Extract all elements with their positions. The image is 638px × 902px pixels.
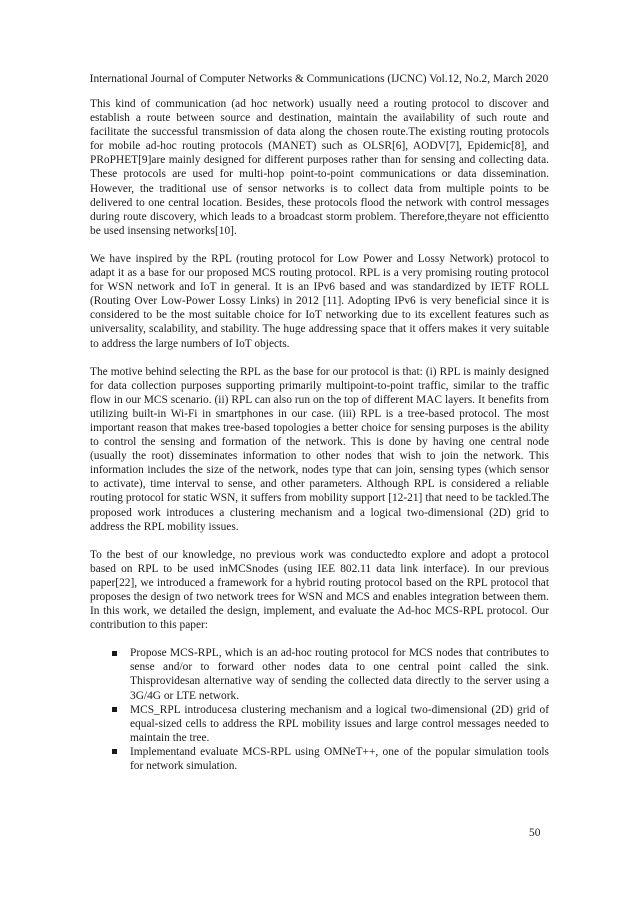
list-item [90,703,549,745]
square-bullet-icon [112,651,117,656]
contribution-list [90,646,549,773]
paragraph-2: We have inspired by the RPL (routing protocol for Low Power and Lossy Network) protocol to adapt it as a base for our proposed MCS routing protocol. RPL is a very promising routing protocol for WSN network and IoT in general. It is an IPv6 based and was standardized by IETF ROLL (Routing Over Low-Power Lossy Links) in 2012 [11]. Adopting IPv6 is very beneficial since it is considered to be the most suitable choice for IoT networking due to its excellent features such as universality, scalability, and stability. The huge addressing space that it offers makes it very suitable to address the large numbers of IoT objects. [90,252,549,350]
journal-header: International Journal of Computer Networks & Communications (IJCNC) Vol.12, No.2, March 2020 [89,73,549,85]
list-item [90,646,549,702]
paragraph-3: The motive behind selecting the RPL as the base for our protocol is that: (i) RPL is mainly designed for data collection purposes supporting primarily multipoint-to-point traffic, similar to the traffic flow in our MCS scenario. (ii) RPL can also run on the top of different MAC layers. It benefits from utilizing built-in Wi-Fi in smartphones in our case. (iii) RPL is a tree-based protocol. The most important reason that makes tree-based topologies a better choice for sensing purposes is the ability to control the sensing and formation of the network. This is done by having one central node (usually the root) disseminates information to other nodes that wish to join the network. This information includes the size of the network, nodes type that can join, sensing types (which sensor to activate), time interval to sense, and other parameters. Although RPL is considered a reliable routing protocol for static WSN, it suffers from mobility support [12-21] that need to be tackled.The proposed work introduces a clustering mechanism and a logical two-dimensional (2D) grid to address the RPL mobility issues. [90,365,549,533]
square-bullet-icon [112,749,117,754]
list-item-text: Propose MCS-RPL, which is an ad-hoc routing protocol for MCS nodes that contributes to sense and/or to forward other nodes data to one central point called the sink. Thisprovidesan alternative way of sending the collected data directly to the server using a 3G/4G or LTE network. [130,647,549,702]
square-bullet-icon [112,707,117,712]
paragraph-4: To the best of our knowledge, no previous work was conductedto explore and adopt a protocol based on RPL to be used inMCSnodes (using IEE 802.11 data link interface). In our previous paper[22], we introduced a framework for a hybrid routing protocol based on the RPL protocol that proposes the design of two network trees for WSN and MCS and enables integration between them. In this work, we detailed the design, implement, and evaluate the Ad-hoc MCS-RPL protocol. Our contribution to this paper: [90,548,549,632]
list-item-text: Implementand evaluate MCS-RPL using OMNeT++, one of the popular simulation tools for network simulation. [130,745,549,773]
article-body [90,97,549,773]
list-item-text: MCS_RPL introducesa clustering mechanism and a logical two-dimensional (2D) grid of equal-sized cells to address the RPL mobility issues and large control messages needed to maintain the tree. [130,703,549,744]
list-item [90,745,549,773]
paragraph-1: This kind of communication (ad hoc network) usually need a routing protocol to discover and establish a route between source and destination, maintain the availability of such route and facilitate the successful transmission of data along the chosen route.The existing routing protocols for mobile ad-hoc routing protocols (MANET) such as OLSR[6], AODV[7], Epidemic[8], and PRoPHET[9]are mainly designed for different purposes rather than for sensing and collecting data. These protocols are used for multi-hop point-to-point communications or data dissemination. However, the traditional use of sensor networks is to collect data from multiple points to be delivered to one central location. Besides, these protocols flood the network with control messages during route discovery, which leads to a broadcast storm problem. Therefore,theyare not efficientto be used insensing networks[10]. [90,98,549,237]
page-number: 50 [529,827,541,839]
